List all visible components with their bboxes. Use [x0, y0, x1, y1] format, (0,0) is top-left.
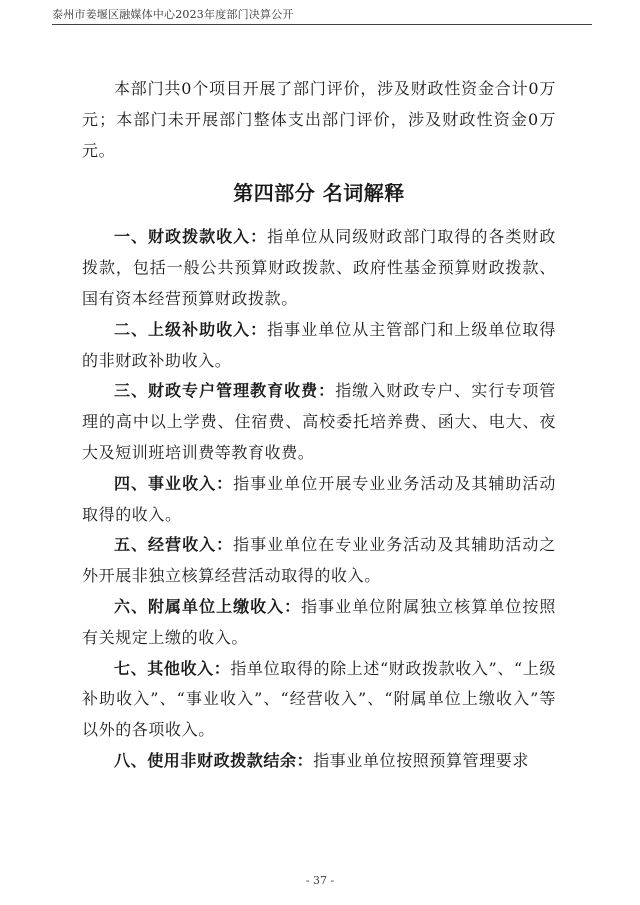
definition-paragraph — [82, 469, 556, 531]
definition-term: 二、上级补助收入： — [114, 319, 268, 339]
definition-text: 指单位取得的除上述“财政拨款收入”、“上级补助收入”、“事业收入”、“经营收入”、“附属单位上缴收入”等以外的各项收入。 — [82, 658, 557, 740]
definition-paragraph — [82, 376, 556, 468]
definition-term: 四、事业收入： — [114, 473, 234, 493]
header-divider — [52, 24, 592, 25]
section-title: 第四部分 名词解释 — [233, 181, 405, 206]
intro-paragraph: 本部门共0个项目开展了部门评价，涉及财政性资金合计0万元；本部门未开展部门整体支出部门评价，涉及财政性资金0万元。 — [82, 79, 556, 160]
definition-text: 指事业单位开展专业业务活动及其辅助活动取得的收入。 — [82, 473, 557, 524]
definition-text: 指事业单位附属独立核算单位按照有关规定上缴的收入。 — [82, 596, 556, 647]
document-body — [82, 74, 556, 777]
definition-paragraph — [82, 592, 556, 654]
definition-paragraph — [82, 315, 556, 377]
definition-term: 五、经营收入： — [114, 535, 234, 555]
definition-term: 六、附属单位上缴收入： — [114, 596, 302, 616]
definition-text: 指单位从同级财政部门取得的各类财政拨款，包括一般公共预算财政拨款、政府性基金预算财政拨款、国有资本经营预算财政拨款。 — [82, 227, 557, 308]
definition-paragraph — [82, 530, 556, 592]
definition-term: 八、使用非财政拨款结余： — [114, 750, 314, 770]
definition-text: 指缴入财政专户、实行专项管理的高中以上学费、住宿费、高校委托培养费、函大、电大、夜大及短训班培训费等教育收费。 — [82, 381, 556, 462]
running-header: 泰州市姜堰区融媒体中心2023年度部门决算公开 — [52, 8, 294, 21]
definition-text: 指事业单位在专业业务活动及其辅助活动之外开展非独立核算经营活动取得的收入。 — [82, 535, 557, 586]
definition-text: 指事业单位按照预算管理要求 — [313, 750, 530, 770]
definition-paragraph — [82, 222, 556, 314]
definition-term: 三、财政专户管理教育收费： — [114, 381, 336, 401]
definition-term: 一、财政拨款收入： — [114, 227, 268, 247]
definition-paragraph — [82, 654, 556, 746]
definition-paragraph — [82, 746, 556, 777]
page-number: - 37 - — [305, 874, 335, 887]
definition-text: 指事业单位从主管部门和上级单位取得的非财政补助收入。 — [82, 319, 557, 370]
definition-term: 七、其他收入： — [114, 658, 231, 678]
